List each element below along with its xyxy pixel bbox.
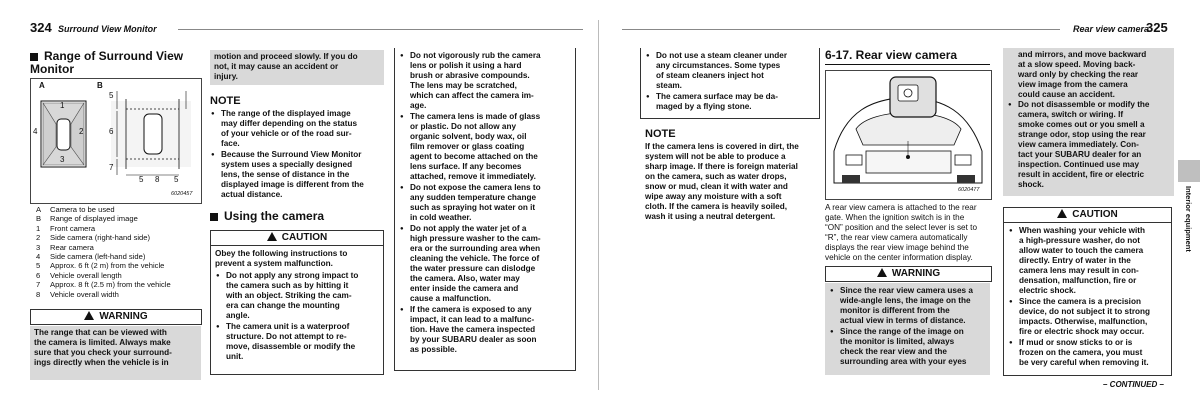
- range-diagram: [30, 78, 202, 204]
- right-note-heading: NOTE: [645, 128, 676, 140]
- legend-item: 8 Vehicle overall width: [36, 289, 119, 299]
- section-square-icon: [210, 213, 218, 221]
- left-tire: [842, 175, 860, 183]
- legend-item: 2 Side camera (right-hand side): [36, 233, 151, 243]
- panel-b-label: B: [97, 81, 103, 90]
- caution-item: ● The camera lens is made of glass or plastic. Do not allow any organic solvent, body wax, oil film remover or glass coating agent to become attached on the lens surface. If any becomes attached, remove it immediately.: [399, 112, 571, 182]
- right-warning-continued: and mirrors, and move backward at a slow speed. Moving back- ward only by checking the rear view image from the camera could cause an accident. ● Do not disassemble or modify the camera, switch or wiring. If smoke comes out or you smell a strange odor, stop using the rear view camera immediately. Con- tact your SUBARU dealer for an inspection. Continued use may result in accident, fire or electric shock.: [1003, 48, 1174, 196]
- caution-item: ● If the camera is exposed to any impact, it can lead to a malfunc- tion. Have the camera inspected by your SUBARU dealer as soon as possible.: [399, 305, 571, 355]
- right-header-rule: [622, 29, 1060, 30]
- callout-4: 4: [33, 127, 38, 136]
- legend-item: 6 Vehicle overall length: [36, 270, 122, 280]
- illustration-code: 6020477: [958, 187, 980, 193]
- legend-item: 1 Front camera: [36, 223, 96, 233]
- right-tire: [957, 175, 975, 183]
- right-caution-body: [1003, 223, 1172, 376]
- left-caution-continued: [394, 48, 576, 371]
- caution-item: ● The camera surface may be da- maged by a flying stone.: [645, 92, 815, 112]
- legend-item: 3 Rear camera: [36, 242, 94, 252]
- note-item: ● The range of the displayed image may differ depending on the status of your vehicle or of the road sur- face.: [210, 109, 380, 149]
- callout-3: 3: [60, 155, 65, 164]
- callout-2: 2: [79, 127, 84, 136]
- range-diagram-svg: [31, 79, 201, 203]
- rear-camera-intro: A rear view camera is attached to the rear gate. When the ignition switch is in the “ON” position and the select lever is set to “R”, the rear view camera automatically displays the rear view image behind the vehicle on the center information display.: [825, 203, 977, 262]
- caution-item: ● Since the camera is a precision device, do not subject it to strong impacts. Otherwise, malfunction, fire or electric shock may occur.: [1008, 297, 1167, 337]
- chapter-tab: [1178, 160, 1200, 182]
- right-caution-continued: [640, 48, 820, 119]
- warning-triangle-icon: [84, 311, 94, 320]
- rear-gate: [866, 151, 951, 173]
- legend-item: B Range of displayed image: [36, 214, 138, 224]
- right-running-title: Rear view camera: [1073, 24, 1150, 34]
- left-note-list: [210, 109, 380, 201]
- caution-item: ● The camera unit is a waterproof structure. Do not attempt to re- move, disassemble or modify the unit.: [215, 322, 379, 362]
- caution-item: ● Do not use a steam cleaner under any circumstances. Some types of steam cleaners inject hot steam.: [645, 51, 815, 91]
- caution-item: ● When washing your vehicle with a high-pressure washer, do not allow water to touch the camera directly. Entry of water in the camera lens may result in con- densation, malfunction, fire or electric shock.: [1008, 226, 1167, 296]
- left-warning-header: WARNING: [30, 309, 202, 325]
- continued-label: – CONTINUED –: [1103, 380, 1164, 389]
- legend-item: A Camera to be used: [36, 205, 115, 214]
- panel-a-label: A: [39, 81, 45, 90]
- camera-location: [906, 155, 910, 159]
- caution-triangle-icon: [267, 232, 277, 241]
- caution-item: ● Do not expose the camera lens to any sudden temperature change such as spraying hot water on it in cold weather.: [399, 183, 571, 223]
- section-square-icon: [30, 53, 38, 61]
- diagram-legend: [36, 205, 206, 299]
- callout-1: 1: [60, 101, 65, 110]
- caution-item: ● If mud or snow sticks to or is frozen on the camera, you must be very careful when removing it.: [1008, 338, 1167, 368]
- callout-6: 6: [109, 127, 114, 136]
- vehicle-top-a: [57, 119, 70, 150]
- caution-triangle-icon: [1057, 209, 1067, 218]
- callout-5-bottom: 5: [139, 175, 144, 184]
- caution-item: ● Do not apply the water jet of a high pressure washer to the cam- era or the surrounding area when cleaning the vehicle. The force of the water pressure can dislodge the camera. Also, water may enter inside the camera and cause a malfunction.: [399, 224, 571, 304]
- using-camera-title: Using the camera: [210, 210, 324, 223]
- legend-item: 4 Side camera (left-hand side): [36, 252, 146, 262]
- left-note-heading: NOTE: [210, 95, 241, 107]
- callout-7: 7: [109, 163, 114, 172]
- legend-item: 7 Approx. 8 ft (2.5 m) from the vehicle: [36, 280, 171, 290]
- left-caution-body: Obey the following instructions to prevent a system malfunction. ● Do not apply any strong impact to the camera such as by hitting it with an object. Striking the cam- era can change the mounting angle. ● The camera unit is a waterproof structure. Do not attempt to re- move, disassemble or modify the unit.: [210, 246, 384, 375]
- warning-item: ● Do not disassemble or modify the camera, switch or wiring. If smoke comes out or you smell a strange odor, stop using the rear view camera immediately. Con- tact your SUBARU dealer for an inspection. Continued use may result in accident, fire or electric shock.: [1007, 100, 1170, 190]
- diagram-code: 6020457: [171, 191, 193, 197]
- right-caution-header: CAUTION: [1003, 207, 1172, 223]
- section-title-rule: [825, 64, 990, 65]
- warning-item: ● Since the rear view camera uses a wide-angle lens, the image on the monitor is different from the actual view in terms of distance.: [829, 286, 986, 326]
- legend-item: 5 Approx. 6 ft (2 m) from the vehicle: [36, 261, 165, 271]
- callout-5-top: 5: [109, 91, 114, 100]
- rear-camera-illustration: [825, 70, 992, 200]
- vehicle-top-b: [144, 114, 162, 154]
- page-gutter: [598, 20, 599, 390]
- right-warning-body: [825, 283, 990, 375]
- camera-lens-icon: [904, 89, 912, 97]
- left-page-number: 324: [30, 20, 52, 35]
- left-lamp: [846, 155, 862, 165]
- right-warning-header: WARNING: [825, 266, 992, 282]
- caution-item: ● Do not vigorously rub the camera lens or polish it using a hard brush or abrasive compounds. The lens may be scratched, which can affect the camera im- age.: [399, 51, 571, 111]
- left-header-rule: [178, 29, 583, 30]
- warning-item: ● Since the range of the image on the monitor is limited, always check the rear view and the surrounding area with your eyes: [829, 327, 986, 367]
- range-section-title: Range of Surround View Monitor: [30, 49, 184, 76]
- left-running-title: Surround View Monitor: [58, 24, 157, 34]
- callout-5-right: 5: [174, 175, 179, 184]
- callout-8: 8: [155, 175, 160, 184]
- warning-continuation: motion and proceed slowly. If you do not, it may cause an accident or injury.: [210, 50, 384, 85]
- right-lamp: [955, 155, 971, 165]
- caution-item: ● Do not apply any strong impact to the camera such as by hitting it with an object. Striking the cam- era can change the mounting angle.: [215, 271, 379, 321]
- left-caution-header: CAUTION: [210, 230, 384, 246]
- right-page-number: 325: [1146, 20, 1168, 35]
- left-warning-body: The range that can be viewed with the camera is limited. Always make sure that you check your surround- ings directly when the vehicle is in: [30, 326, 201, 380]
- rear-vehicle-svg: [826, 71, 991, 199]
- chapter-tab-label: Interior equipment: [1184, 186, 1193, 252]
- note-item: ● Because the Surround View Monitor system uses a specially designed lens, the sense of distance in the displayed image is different from the actual distance.: [210, 150, 380, 200]
- warning-triangle-icon: [877, 268, 887, 277]
- rear-view-section-title: 6-17. Rear view camera: [825, 48, 958, 62]
- right-note-body: If the camera lens is covered in dirt, the system will not be able to produce a sharp image. If there is foreign material on the camera, such as water drops, snow or mud, clean it with water and wipe away any moisture with a soft cloth. If the camera is heavily soiled, wash it using a neutral detergent.: [645, 142, 799, 221]
